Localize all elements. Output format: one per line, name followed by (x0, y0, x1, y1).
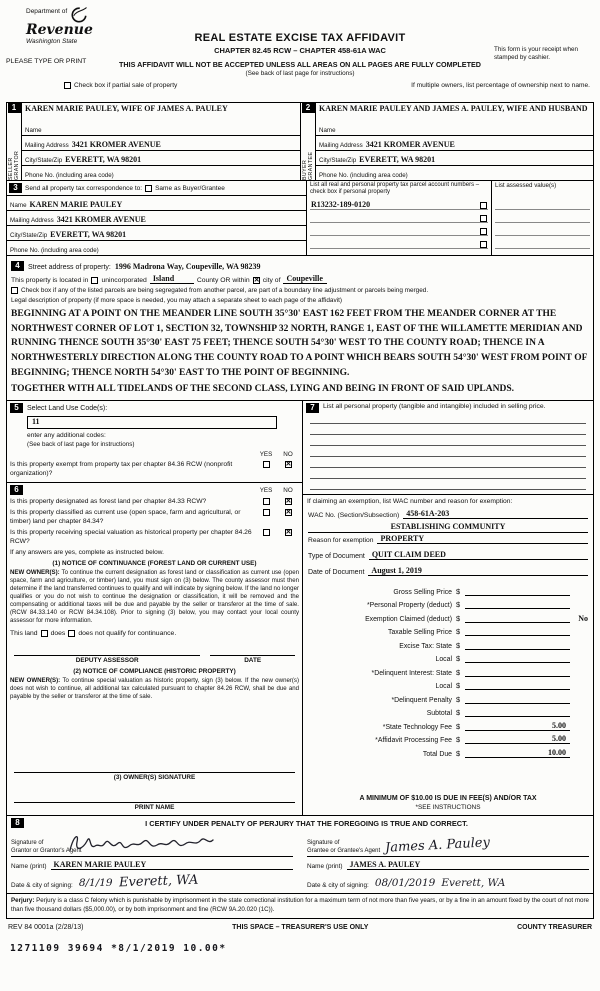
deputy-assessor-label: DEPUTY ASSESSOR (75, 657, 139, 665)
parcel-number-value[interactable]: R13232-189-0120 (311, 200, 371, 209)
document-date-value[interactable]: August 1, 2019 (368, 566, 588, 576)
partial-sale-label: Check box if partial sale of property (74, 82, 178, 89)
corr-csz-field[interactable] (7, 225, 306, 240)
footer-row (6, 924, 594, 931)
parcel-row[interactable] (310, 236, 488, 249)
dor-logo (26, 8, 146, 45)
parcel-personal-checkbox-4[interactable] (480, 241, 487, 248)
seller-phone-field[interactable] (22, 165, 300, 180)
grantee-date-city-row (307, 874, 589, 889)
historic-yes-checkbox[interactable] (263, 529, 270, 536)
grantor-name-row (11, 860, 293, 870)
property-section (7, 256, 593, 401)
land-use-label: Select Land Use Code(s): (27, 404, 108, 412)
corr-csz-label: City/State/Zip (10, 232, 48, 239)
city-of-label: city of (262, 277, 281, 284)
seller-section (7, 103, 300, 180)
corr-name-value[interactable]: KAREN MARIE PAULEY (29, 200, 123, 209)
continuance-qualify-row (10, 630, 299, 637)
corr-mailing-label: Mailing Address (10, 217, 54, 224)
current-use-yes-checkbox[interactable] (263, 509, 270, 516)
fee-row-total-due: Total Due $ 10.00 (306, 744, 590, 758)
seller-phone-label: Phone No. (including area code) (25, 172, 114, 179)
grantee-date-value[interactable]: 08/01/2019 (374, 877, 436, 890)
land-use-code-value[interactable]: 11 (32, 417, 40, 427)
partial-sale-checkbox[interactable] (64, 82, 71, 89)
personal-property-line[interactable] (310, 479, 586, 490)
buyer-mailing-field[interactable] (316, 135, 593, 150)
exemption-reason-line2[interactable]: PROPERTY (377, 534, 588, 544)
warning-text: THIS AFFIDAVIT WILL NOT BE ACCEPTED UNLESS ALL AREAS ON ALL PAGES ARE FULLY COMPLETED (119, 60, 481, 69)
tax-exempt-question-row (10, 461, 299, 478)
fee-row-excise-local: Local $ (306, 650, 590, 664)
seller-csz-label: City/State/Zip (25, 157, 63, 164)
section-5-number: 5 (10, 403, 23, 413)
tax-exempt-question: Is this property exempt from property tax per chapter 84.36 RCW (nonprofit organization)? (10, 461, 233, 477)
grantee-city-value[interactable]: Everett, WA (441, 877, 506, 890)
grantee-name-row (307, 860, 589, 870)
see-instructions-note: *SEE INSTRUCTIONS (415, 804, 481, 812)
logo-state-text: Washington State (26, 38, 78, 45)
seller-mailing-field[interactable] (22, 135, 300, 150)
fee-row-taxable: Taxable Selling Price $ (306, 623, 590, 637)
print-name-line[interactable] (14, 793, 295, 803)
county-treasurer-label: COUNTY TREASURER (517, 924, 592, 932)
parcel-row[interactable] (310, 223, 488, 236)
assessed-values-header: List assessed value(s) (495, 182, 557, 189)
grantor-date-city-row (11, 874, 293, 889)
parties-section (7, 103, 593, 181)
buyer-csz-field[interactable] (316, 150, 593, 165)
grantor-signature[interactable] (66, 831, 216, 855)
logo-revenue-text: Revenue (26, 22, 93, 38)
minimum-due-note: A MINIMUM OF $10.00 IS DUE IN FEE(S) AND/OR TAX (359, 795, 537, 803)
section-2-number: 2 (302, 103, 315, 113)
grantor-name-print-label: Name (print) (11, 863, 47, 871)
print-name-label: PRINT NAME (134, 804, 175, 812)
certification-statement: I CERTIFY UNDER PENALTY OF PERJURY THAT THE FOREGOING IS TRUE AND CORRECT. (145, 818, 468, 828)
fee-row-subtotal: Subtotal $ (306, 704, 590, 718)
classification-section (7, 483, 302, 815)
segregated-label: Check box if any of the listed parcels are being segregated from another parcel, are part of a boundary line adjustment or parcels being merged. (21, 287, 429, 294)
additional-codes-label: enter any additional codes: (27, 432, 106, 440)
grantee-name-print-value[interactable]: JAMES A. PAULEY (347, 860, 589, 870)
affidavit-processing-fee-line[interactable]: 5.00 (465, 734, 570, 744)
receipt-note: This form is your receipt when stamped by cashier. (494, 46, 578, 61)
section-1-number: 1 (8, 103, 21, 113)
fee-row-exemption-claimed: Exemption Claimed (deduct) $ No (365, 613, 588, 623)
land-use-code-box[interactable] (27, 416, 277, 429)
parcel-row[interactable] (310, 210, 488, 223)
grantor-date-city-label: Date & city of signing: (11, 882, 73, 890)
assessed-value-line[interactable] (495, 223, 590, 236)
deputy-assessor-signature-line[interactable] (14, 646, 200, 656)
seller-name-value[interactable]: KAREN MARIE PAULEY, WIFE OF JAMES A. PAULEY (25, 104, 228, 113)
form-title: REAL ESTATE EXCISE TAX AFFIDAVIT (194, 32, 406, 44)
see-back-note: (See back of last page for instructions) (245, 70, 355, 77)
taxable-selling-price-line[interactable] (465, 626, 570, 636)
personal-property-line[interactable] (310, 457, 586, 468)
delinquent-interest-local-line[interactable] (465, 680, 570, 690)
dollar-sign: $ (456, 748, 461, 758)
corr-mailing-field[interactable] (7, 210, 306, 225)
exemption-reason-label: Reason for exemption (308, 537, 374, 545)
state-technology-fee-line[interactable]: 5.00 (465, 721, 570, 731)
subtotal-line[interactable] (465, 707, 570, 717)
perjury-notice: Perjury: Perjury is a class C felony which is punishable by imprisonment in the state correctional institution for a maximum term of not more than five years, or by a fine in an amount fixed by the court of not more than five thousand dollars ($5,000.00), or by both imprisonment and fine (RCW 9A.20.020 (1C)). (11, 897, 589, 913)
tax-exempt-yes-checkbox[interactable] (263, 461, 270, 468)
legal-description-label: Legal description of property (if more space is needed, you may attach a separate sheet to each page of the affidavit) (11, 297, 342, 304)
seller-mailing-value[interactable]: 3421 KROMER AVENUE (71, 140, 161, 149)
dollar-sign: $ (456, 694, 461, 704)
historic-question-row (10, 529, 299, 546)
buyer-csz-label: City/State/Zip (319, 157, 357, 164)
delinquent-interest-state-line[interactable] (465, 667, 570, 677)
form-revision-number: REV 84 0001a (2/28/13) (8, 924, 84, 932)
dollar-sign: $ (456, 613, 461, 623)
street-address-label: Street address of property: (28, 264, 111, 271)
same-as-buyer-label: Same as Buyer/Grantee (155, 184, 225, 192)
grantor-city-value[interactable]: Everett, WA (118, 872, 199, 891)
seller-name-label: Name (25, 127, 42, 134)
buyer-section (300, 103, 593, 180)
dollar-sign: $ (456, 681, 461, 691)
total-due-line[interactable]: 10.00 (465, 748, 570, 758)
certification-section (7, 816, 593, 894)
seller-csz-value[interactable]: EVERETT, WA 98201 (65, 155, 142, 164)
buyer-phone-field[interactable] (316, 165, 593, 180)
does-not-checkbox[interactable] (68, 630, 75, 637)
grantor-signature-field[interactable] (11, 831, 293, 857)
section-8-number: 8 (11, 818, 24, 828)
fee-table (306, 582, 590, 758)
personal-property-line[interactable] (310, 468, 586, 479)
property-location-row (11, 274, 589, 284)
does-not-label: does not qualify for continuance. (78, 630, 177, 638)
located-in-label: This property is located in (11, 277, 89, 284)
personal-property-line[interactable] (310, 446, 586, 457)
excise-tax-local-line[interactable] (465, 653, 570, 663)
street-address-value[interactable]: 1996 Madrona Way, Coupeville, WA 98239 (114, 262, 261, 271)
exemption-header: If claiming an exemption, list WAC number and reason for exemption: (303, 494, 593, 505)
fee-row-processing-fee: *Affidavit Processing Fee $ 5.00 (306, 731, 590, 745)
cashier-stamp: 1271109 39694 *8/1/2019 10.00* (10, 943, 227, 955)
city-value[interactable]: Coupeville (283, 274, 327, 284)
notice-continuance-text: NEW OWNER(S): To continue the current designation as forest land or classification as current use (open space, farm and agriculture, or timber) land, you must sign on (3) below. The county assessor must then determine if the land transferred continues to qualify and will indicate by signing below. If the land no longer qualifies or you do not wish to continue the designation or classification, it will be removed and the compensating or additional taxes will be due and payable by the seller or transferor at the time of sale. (RCW 84.33.140 or RCW 84.34.108). Prior to signing (3) below, you may contact your local county assessor for more information. (10, 568, 299, 625)
personal-property-deduct-line[interactable] (465, 599, 570, 609)
fee-row-delinquent-interest-local: Local $ (306, 677, 590, 691)
form-body (6, 102, 594, 919)
assessed-value-line[interactable] (495, 197, 590, 210)
grantee-date-city-label: Date & city of signing: (307, 882, 369, 890)
corr-phone-field[interactable] (7, 240, 306, 255)
corr-csz-value[interactable]: EVERETT, WA 98201 (50, 230, 127, 239)
document-date-label: Date of Document (308, 569, 365, 577)
buyer-name-field[interactable] (316, 103, 593, 135)
dollar-sign: $ (456, 600, 461, 610)
fee-row-excise-state: Excise Tax: State $ (306, 636, 590, 650)
grantee-signature[interactable]: James A. Pauley (384, 835, 491, 857)
county-or-within-label: County OR within (196, 277, 250, 284)
dollar-sign: $ (456, 640, 461, 650)
yes-column-header: YES (259, 486, 273, 494)
current-use-question-row (10, 509, 299, 526)
legal-description-text-2: TOGETHER WITH ALL TIDELANDS OF THE SECOND CLASS, LYING AND BEING IN FRONT OF SAID UPLANDS. (11, 383, 515, 394)
document-type-value[interactable]: QUIT CLAIM DEED (369, 550, 588, 560)
multiple-owners-note: If multiple owners, list percentage of ownership next to name. (411, 82, 590, 89)
personal-property-header: List all personal property (tangible and intangible) included in selling price. (323, 403, 546, 411)
dollar-sign: $ (456, 735, 461, 745)
seller-mailing-label: Mailing Address (25, 142, 69, 149)
deputy-date-line[interactable] (210, 646, 295, 656)
corr-phone-label: Phone No. (including area code) (10, 247, 99, 254)
buyer-mailing-value[interactable]: 3421 KROMER AVENUE (365, 140, 455, 149)
personal-property-line[interactable] (310, 413, 586, 424)
section-6-number: 6 (10, 485, 23, 495)
fee-row-technology-fee: *State Technology Fee $ 5.00 (306, 717, 590, 731)
dollar-sign: $ (456, 627, 461, 637)
if-yes-note: If any answers are yes, complete as instructed below. (10, 548, 164, 556)
perjury-lead: Perjury: (11, 897, 35, 905)
fee-row-delinquent-interest-state: *Delinquent Interest: State $ (306, 663, 590, 677)
legal-description-text: BEGINNING AT A POINT ON THE MEANDER LINE SOUTH 35°30' EAST 162 FEET FROM THE MEANDER CORNER AT THE NORTHWEST CORNER OF LOT 1, SECTION 32, TOWNSHIP 32 NORTH, RANGE 1, EAST OF THE WILLAMETTE MERIDIAN AND RUNNING THENCE SOUTH 35°30' EAST 75 FEET; THENCE SOUTH 54°30' WEST TO THE COUNTY ROAD; THENCE IN A NORTHWESTERLY DIRECTION ALONG THE COUNTY ROAD TO A POINT WHICH BEARS SOUTH 54°30' WEST FROM POINT OF BEGINNING; THENCE NORTH 54°30' EAST TO THE POINT OF BEGINNING. (11, 309, 588, 378)
tax-computation-section (303, 401, 593, 815)
seller-label: SELLER (8, 157, 14, 180)
no-column-header: NO (283, 451, 293, 459)
buyer-name-label: Name (319, 127, 336, 134)
grantee-label: GRANTEE (308, 151, 314, 180)
section-7-number: 7 (306, 403, 319, 413)
see-back-instructions: (See back of last page for instructions) (27, 441, 135, 449)
current-use-question: Is this property classified as current use (open space, farm and agricultural, or timber) land per chapter 84.34? (10, 509, 241, 525)
forest-land-no-checkbox[interactable] (285, 498, 292, 505)
fee-row-gross: Gross Selling Price $ (306, 582, 590, 596)
current-use-no-checkbox[interactable] (285, 509, 292, 516)
assessed-value-line[interactable] (495, 236, 590, 249)
forest-land-question: Is this property designated as forest land per chapter 84.33 RCW? (10, 498, 207, 506)
type-or-print-label: PLEASE TYPE OR PRINT (6, 58, 87, 65)
grantee-name-print-label: Name (print) (307, 863, 343, 871)
yes-column-header: YES (259, 451, 273, 459)
chapter-line: CHAPTER 82.45 RCW – CHAPTER 458-61A WAC (214, 46, 386, 55)
logo-dept-text: Department of (26, 8, 68, 15)
correspondence-section (7, 181, 593, 256)
seller-csz-field[interactable] (22, 150, 300, 165)
land-use-section (7, 401, 302, 483)
historic-no-checkbox[interactable] (285, 529, 292, 536)
this-land-label: This land (10, 630, 38, 638)
notice-continuance-title: (1) NOTICE OF CONTINUANCE (FOREST LAND OR CURRENT USE) (52, 559, 257, 567)
corr-mailing-value[interactable]: 3421 KROMER AVENUE (56, 215, 146, 224)
dollar-sign: $ (456, 708, 461, 718)
assessed-value-line[interactable] (495, 210, 590, 223)
dollar-sign: $ (456, 586, 461, 596)
parcel-personal-checkbox-2[interactable] (480, 215, 487, 222)
buyer-mailing-label: Mailing Address (319, 142, 363, 149)
buyer-csz-value[interactable]: EVERETT, WA 98201 (359, 155, 436, 164)
grantee-signature-field[interactable] (307, 831, 589, 857)
no-column-header: NO (283, 486, 293, 494)
excise-tax-state-line[interactable] (465, 640, 570, 650)
parcel-numbers-header: List all real and personal property tax parcel account numbers – check box if personal property (310, 182, 480, 196)
grantor-signature-label: Signature of Grantor or Grantor's Agent (11, 840, 82, 854)
section-4-number: 4 (11, 261, 24, 271)
dollar-sign: $ (456, 721, 461, 731)
section-3-number: 3 (9, 183, 22, 193)
new-owners-lead: NEW OWNER(S): (10, 568, 60, 576)
new-owners-lead: NEW OWNER(S): (10, 677, 61, 685)
dollar-sign: $ (456, 667, 461, 677)
parcel-personal-checkbox-1[interactable] (480, 202, 487, 209)
owner-signature-label: (3) OWNER(S) SIGNATURE (113, 774, 196, 782)
corr-name-label: Name (10, 202, 27, 209)
form-header (6, 6, 594, 102)
fee-row-personal-property: *Personal Property (deduct) $ (306, 596, 590, 610)
owner-signature-line[interactable] (14, 763, 295, 773)
exemption-claimed-note: No (578, 613, 588, 623)
deputy-date-label: DATE (244, 657, 262, 665)
parcel-row[interactable] (310, 197, 488, 210)
exemption-reason-line1[interactable]: ESTABLISHING COMMUNITY (308, 522, 588, 533)
buyer-phone-label: Phone No. (including area code) (319, 172, 408, 179)
dollar-sign: $ (456, 654, 461, 664)
wac-number-label: WAC No. (Section/Subsection) (308, 512, 400, 520)
parcel-personal-checkbox-3[interactable] (480, 228, 487, 235)
grantor-label: GRANTOR (14, 150, 20, 180)
personal-property-line[interactable] (310, 435, 586, 446)
city-of-checkbox[interactable] (253, 277, 260, 284)
same-as-buyer-checkbox[interactable] (145, 185, 152, 192)
document-type-label: Type of Document (308, 553, 365, 561)
segregated-checkbox[interactable] (11, 287, 18, 294)
buyer-label: BUYER (302, 159, 308, 180)
notice-compliance-text: NEW OWNER(S): To continue special valuation as historic property, sign (3) below. If the new owner(s) does not wish to continue, all additional tax calculated pursuant to chapter 84.26 RCW, shall be due and payable by the seller or transferor at the time of sale. (10, 677, 299, 701)
grantee-signature-label: Signature of Grantee or Grantee's Agent (307, 840, 381, 854)
notice-compliance-title: (2) NOTICE OF COMPLIANCE (HISTORIC PROPERTY) (73, 668, 236, 676)
forest-land-question-row (10, 498, 299, 506)
personal-property-line[interactable] (310, 424, 586, 435)
does-checkbox[interactable] (41, 630, 48, 637)
tax-exempt-no-checkbox[interactable] (285, 461, 292, 468)
historic-question: Is this property receiving special valuation as historical property per chapter 84.26 RCW? (10, 529, 252, 545)
fee-row-delinquent-penalty: *Delinquent Penalty $ (306, 690, 590, 704)
does-label: does (50, 630, 66, 638)
forest-land-yes-checkbox[interactable] (263, 498, 270, 505)
unincorporated-checkbox[interactable] (91, 277, 98, 284)
grantor-name-print-value[interactable]: KAREN MARIE PAULEY (51, 860, 293, 870)
unincorporated-label: unincorporated (101, 277, 147, 284)
exemption-claimed-line[interactable] (465, 613, 570, 623)
seller-name-field[interactable] (22, 103, 300, 135)
county-value[interactable]: Island (150, 274, 194, 284)
corr-name-field[interactable] (7, 195, 306, 210)
gross-selling-price-line[interactable] (465, 586, 570, 596)
send-correspondence-label: Send all property tax correspondence to: (25, 184, 143, 192)
treasurer-space-label: THIS SPACE – TREASURER'S USE ONLY (232, 924, 369, 932)
grantor-date-value[interactable]: 8/1/19 (78, 877, 113, 890)
buyer-name-value[interactable]: KAREN MARIE PAULEY AND JAMES A. PAULEY, WIFE AND HUSBAND (319, 104, 588, 113)
wac-number-value[interactable]: 458-61A-203 (403, 509, 588, 519)
delinquent-penalty-line[interactable] (465, 694, 570, 704)
